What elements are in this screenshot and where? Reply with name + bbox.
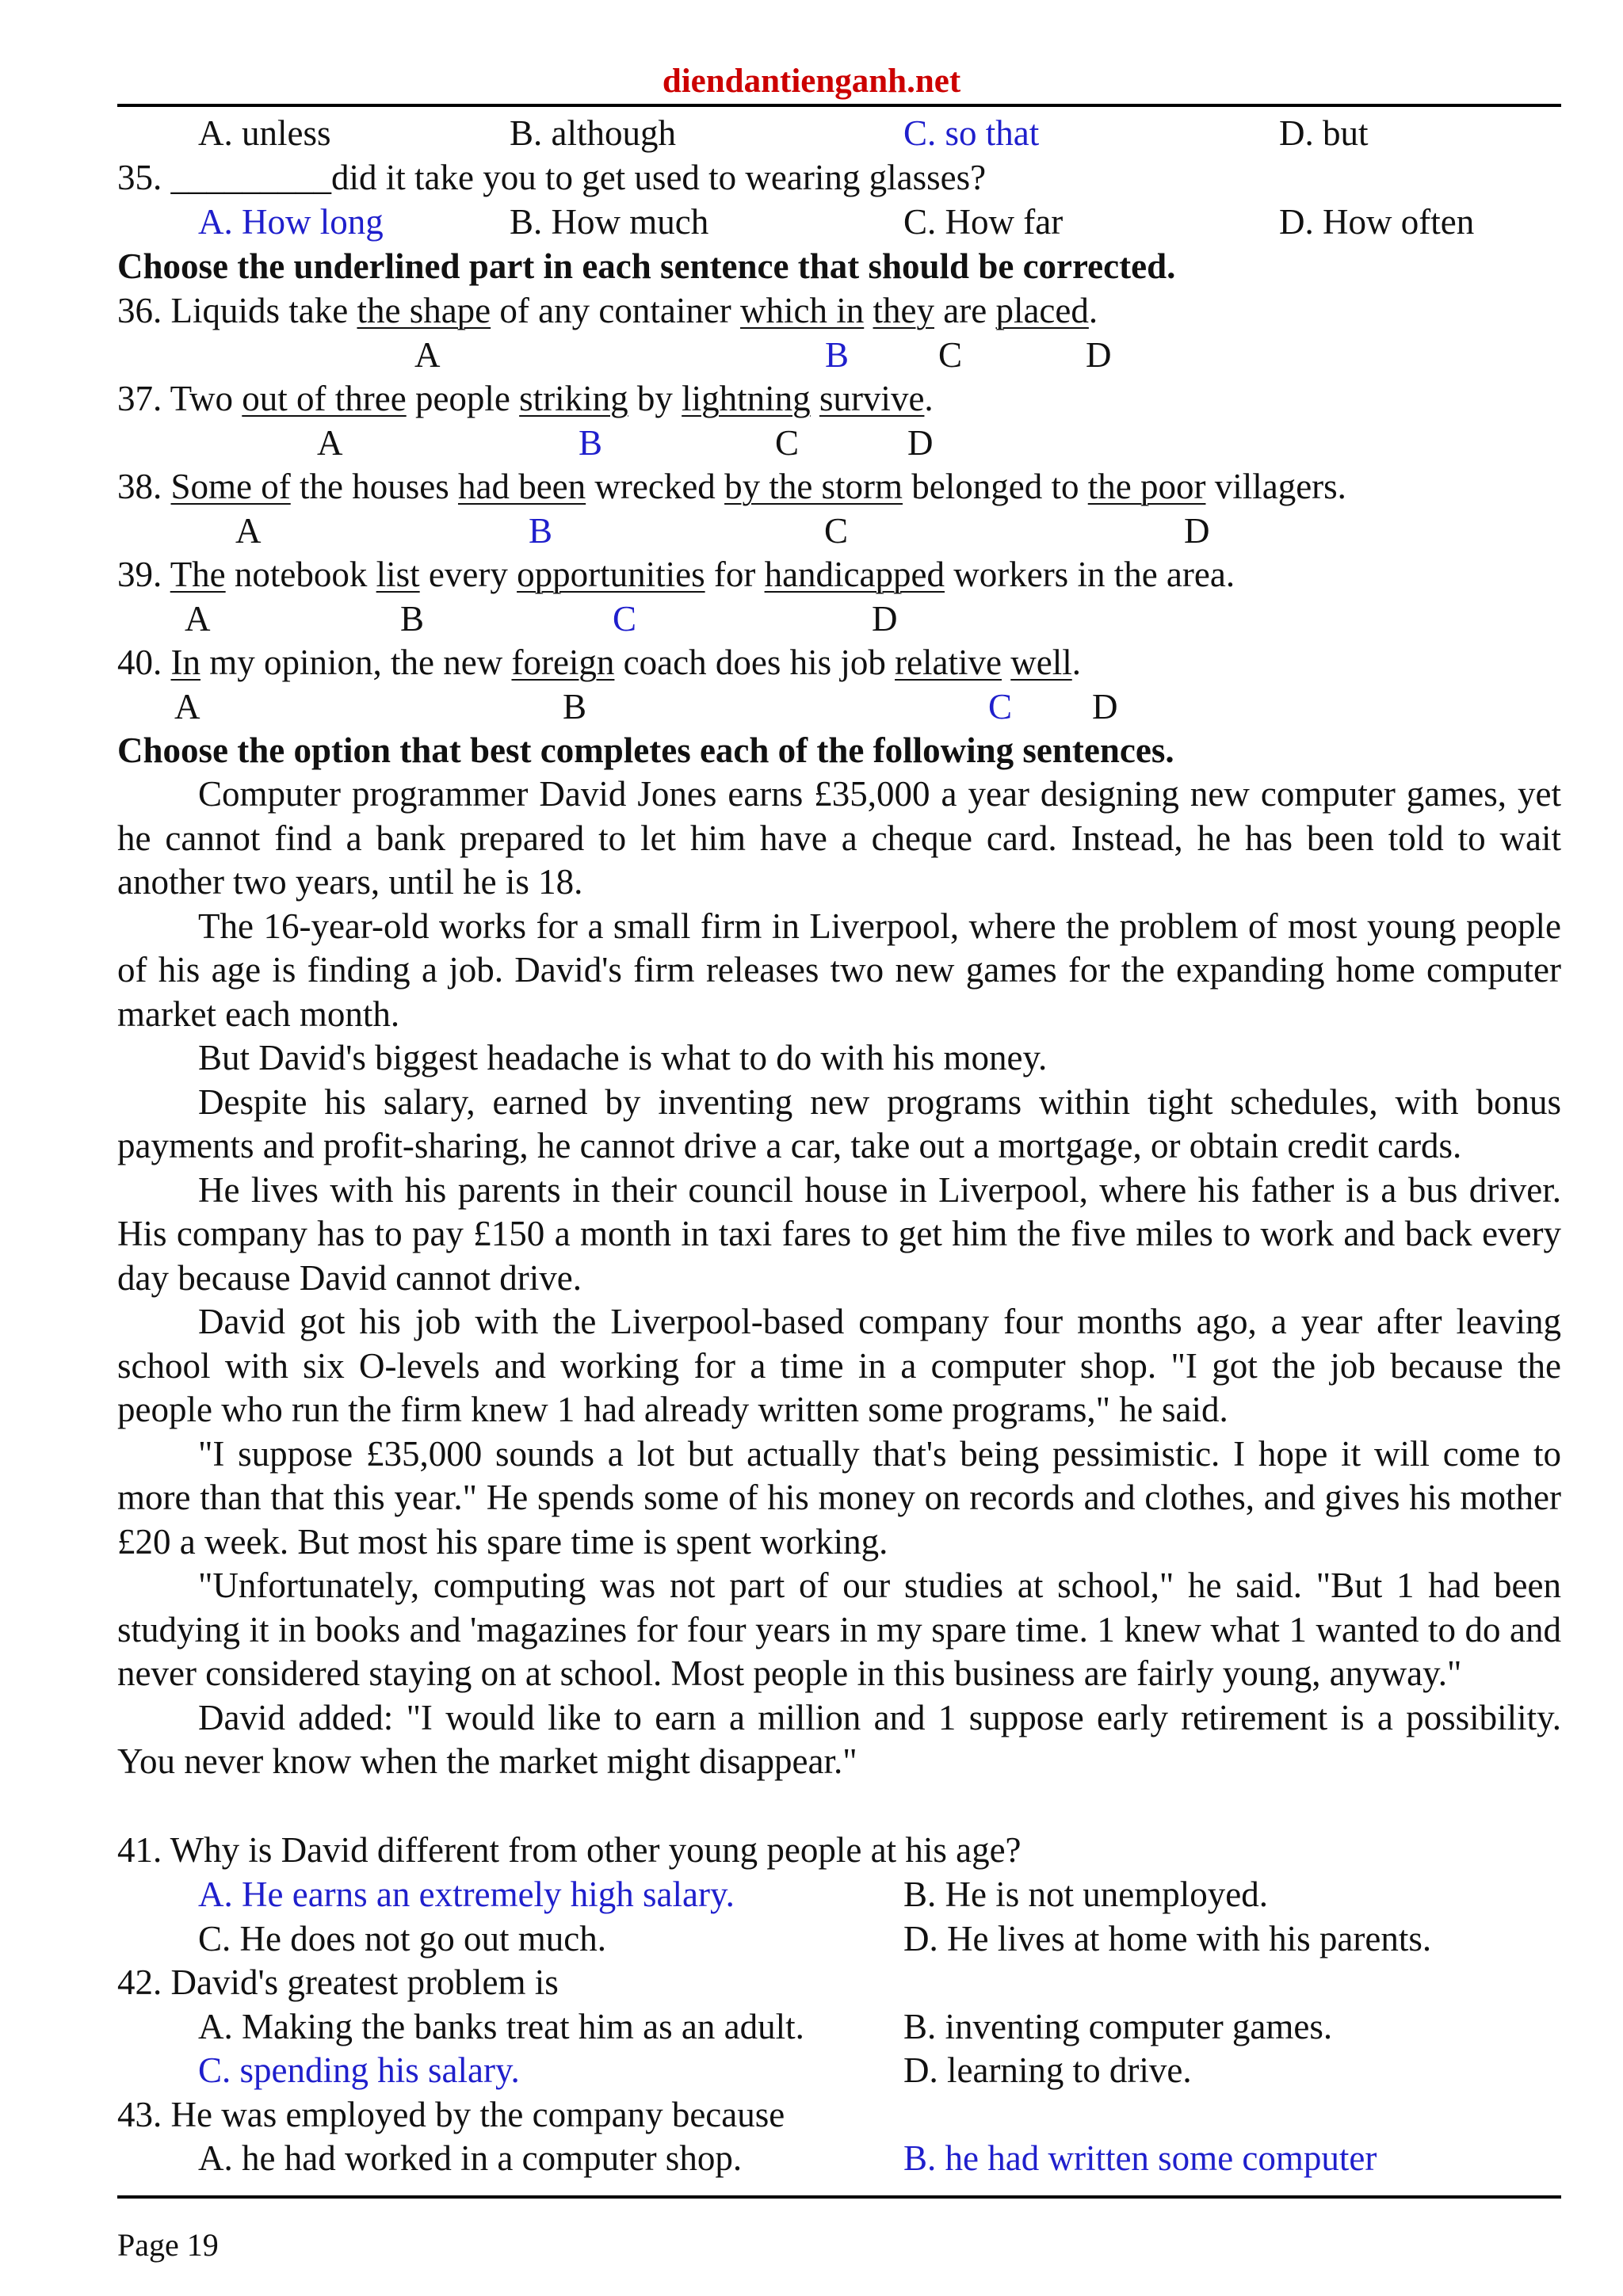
q34-option-a: A. unless [198,113,331,153]
header-rule [117,104,1561,107]
q39-label-d: D [872,599,898,639]
q40-underline-b: foreign [511,643,615,682]
q38-underline-b: had been [457,467,586,506]
passage-paragraph: Computer programmer David Jones earns £35,000 a year designing new computer games, yet he cannot find a bank prepared to let him have a cheque card. Instead, he has been told to wait another two years, until he is 18. [117,774,1561,902]
q42-option-d: D. learning to drive. [903,2050,1192,2090]
q38-label-c: C [824,511,849,551]
q34-option-b: B. although [510,113,676,153]
passage-paragraph: David got his job with the Liverpool-based company four months ago, a year after leaving school with six O-levels and working for a time in a computer shop. "I got the job because the people who run the firm knew 1 had already written some programs," he said. [117,1302,1561,1429]
q36-label-a: A [414,335,441,375]
q38-label-a: A [235,511,262,551]
q41-option-c: C. He does not go out much. [198,1919,606,1958]
section-title-error-identification: Choose the underlined part in each sentence that should be corrected. [117,246,1176,286]
q43-option-a: A. he had worked in a computer shop. [198,2138,743,2178]
q38-sentence: 38. Some of the houses had been wrecked by the storm belonged to the poor villagers. [117,467,1346,506]
q42-option-b: B. inventing computer games. [903,2007,1333,2046]
q39-underline-c: opportunities [517,555,705,594]
q40-label-c: C [988,687,1013,727]
q38-underline-d: the poor [1087,467,1206,506]
q39-label-c: C [613,599,637,639]
q36-label-d: D [1086,335,1112,375]
q40-label-a: A [174,687,200,727]
q42-option-c: C. spending his salary. [198,2050,520,2090]
q35-option-c: C. How far [903,202,1064,242]
passage-paragraph: The 16-year-old works for a small firm in Liverpool, where the problem of most young people of his age is finding a job. David's firm releases two new games for the expanding home computer market each month. [117,906,1561,1034]
q36-underline-b: which in [740,291,865,330]
q39-underline-b: list [376,555,420,594]
q40-underline-a: In [170,643,200,682]
q36-label-b: B [825,335,850,375]
site-header[interactable]: diendantienganh.net [662,63,961,100]
q37-underline-d: survive [819,379,925,418]
q38-underline-a: Some of [170,467,291,506]
passage-paragraph: He lives with his parents in their council house in Liverpool, where his father is a bus driver. His company has to pay £150 a month in taxi fares to get him the five miles to work and back every day because David cannot drive. [117,1169,1561,1298]
q39-sentence: 39. The notebook list every opportunities for handicapped workers in the area. [117,555,1235,594]
q40-label-d: D [1092,687,1118,727]
q35-number: 35. [117,158,162,197]
q36-underline-d: placed [995,291,1089,330]
q37-label-c: C [775,423,800,463]
q39-underline-d: handicapped [764,555,945,594]
q40-underline-c: relative [895,643,1002,682]
q42-question: 42. David's greatest problem is [117,1962,559,2002]
q40-label-b: B [563,687,587,727]
q35-blank: _________ [170,158,331,197]
q35-option-b: B. How much [510,202,709,242]
reading-passage [117,772,1561,1784]
q35-text: did it take you to get used to wearing glasses? [331,158,987,197]
passage-paragraph: "I suppose £35,000 sounds a lot but actually that's being pessimistic. I hope it will come to more than that this year." He spends some of his money on records and clothes, and gives his mother £20 a week. But most his spare time is spent working. [117,1433,1561,1562]
section-title-reading: Choose the option that best completes each of the following sentences. [117,730,1174,770]
q35-question [117,155,986,200]
q40-underline-d: well [1010,643,1072,682]
page-number: Page 19 [117,2227,219,2263]
q35-option-d: D. How often [1279,202,1475,242]
q37-underline-b: striking [519,379,628,418]
q39-underline-a: The [170,555,226,594]
q34-option-c: C. so that [903,113,1040,153]
q36-label-c: C [938,335,963,375]
q35-option-a: A. How long [198,202,384,242]
q39-label-a: A [185,599,211,639]
q36-underline-c: they [873,291,934,330]
q39-label-b: B [400,599,425,639]
q43-question: 43. He was employed by the company because [117,2095,785,2134]
q36-sentence: 36. Liquids take the shape of any container which in they are placed. [117,291,1098,330]
passage-paragraph: David added: "I would like to earn a million and 1 suppose early retirement is a possibility. You never know when the market might disappear." [117,1697,1561,1781]
passage-paragraph: But David's biggest headache is what to do with his money. [198,1038,1048,1077]
q38-label-d: D [1184,511,1210,551]
passage-paragraph: Despite his salary, earned by inventing new programs within tight schedules, with bonus payments and profit-sharing, he cannot drive a car, take out a mortgage, or obtain credit cards. [117,1081,1561,1165]
q41-option-d: D. He lives at home with his parents. [903,1919,1432,1958]
q41-option-a: A. He earns an extremely high salary. [198,1875,735,1914]
q37-underline-c: lightning [682,379,811,418]
q43-option-b: B. he had written some computer [903,2138,1377,2178]
q37-label-a: A [317,423,343,463]
q42-option-a: A. Making the banks treat him as an adult. [198,2007,804,2046]
passage-paragraph: "Unfortunately, computing was not part of our studies at school," he said. "But 1 had been studying it in books and 'magazines for four years in my spare time. 1 knew what 1 wanted to do and never considered staying on at school. Most people in this business are fairly young, anyway." [117,1566,1561,1693]
q38-underline-c: by the storm [724,467,903,506]
q37-label-b: B [579,423,603,463]
q34-option-d: D. but [1279,113,1369,153]
q41-option-b: B. He is not unemployed. [903,1875,1268,1914]
footer-rule [117,2195,1561,2199]
q37-underline-a: out of three [242,379,407,418]
q36-underline-a: the shape [357,291,491,330]
q38-label-b: B [529,511,553,551]
q37-sentence: 37. Two out of three people striking by lightning survive. [117,379,934,418]
q41-question: 41. Why is David different from other young people at his age? [117,1830,1022,1870]
q40-sentence: 40. In my opinion, the new foreign coach does his job relative well. [117,643,1081,682]
q37-label-d: D [907,423,934,463]
